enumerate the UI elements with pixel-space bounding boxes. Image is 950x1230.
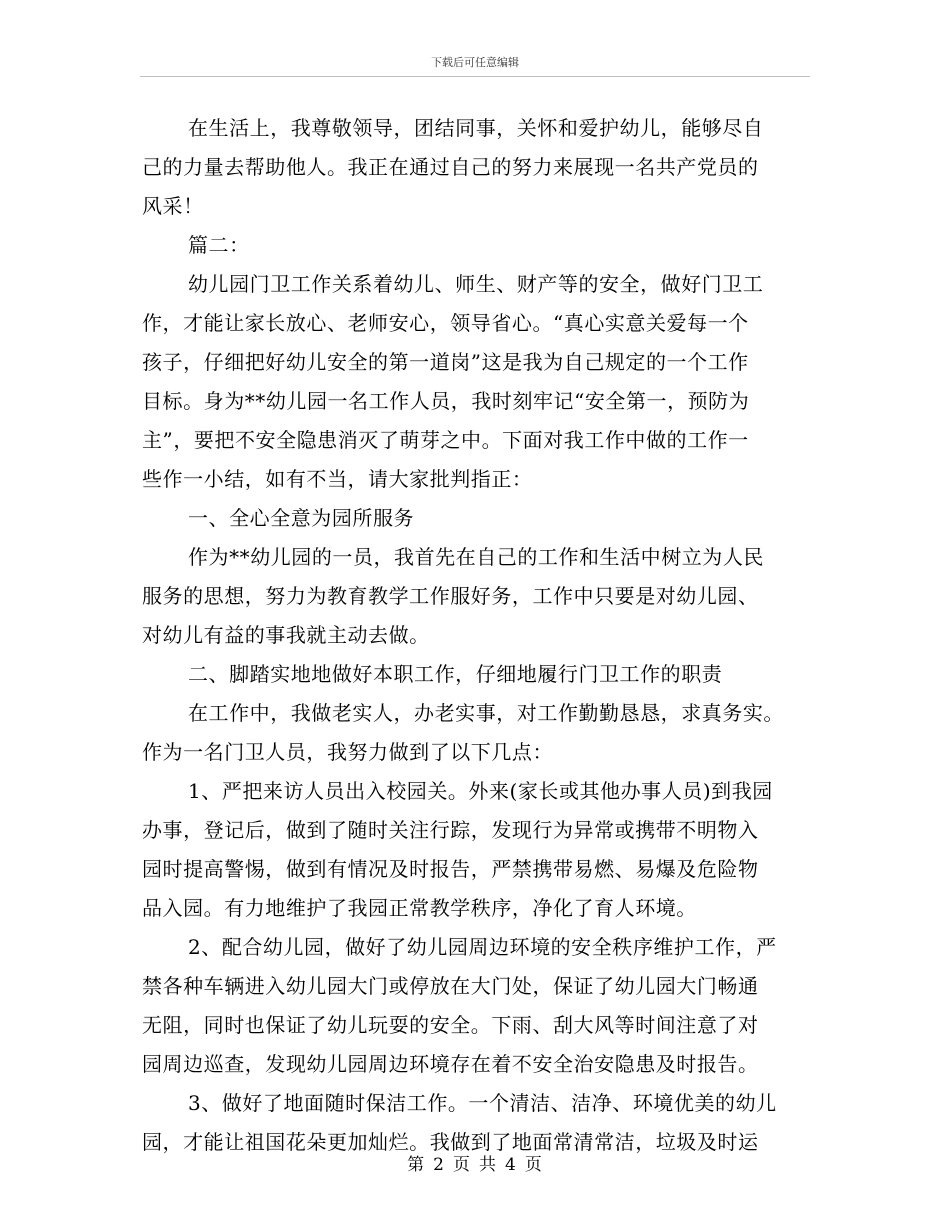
text-line: 二、脚踏实地地做好本职工作，仔细地履行门卫工作的职责 [188, 662, 723, 686]
text-line: 园，才能让祖国花朵更加灿烂。我做到了地面常清常洁，垃圾及时运 [142, 1130, 759, 1154]
text-line: 目标。身为**幼儿园一名工作人员，我时刻牢记“安全第一，预防为 [142, 389, 750, 413]
text-line: 禁各种车辆进入幼儿园大门或停放在大门处，保证了幼儿园大门畅通 [142, 974, 759, 998]
text-line: 篇二： [188, 233, 250, 257]
header-note: 下载后可任意编辑 [431, 56, 519, 69]
text-line: 1、严把来访人员出入校园关。外来(家长或其他办事人员)到我园 [188, 779, 773, 803]
text-line: 己的力量去帮助他人。我正在通过自己的努力来展现一名共产党员的 [142, 155, 759, 179]
header-divider [140, 76, 810, 77]
text-line: 作为**幼儿园的一员，我首先在自己的工作和生活中树立为人民 [188, 545, 764, 569]
document-body [142, 109, 798, 1162]
text-line: 风采！ [142, 194, 204, 218]
page-number-unit: 页 [453, 1155, 471, 1175]
page-number-suffix: 页 [524, 1155, 543, 1175]
text-line: 在工作中，我做老实人，办老实事，对工作勤勤恳恳，求真务实。 [188, 701, 784, 725]
page-number-total-label: 共 [479, 1155, 497, 1175]
text-line: 园时提高警惕，做到有情况及时报告，严禁携带易燃、易爆及危险物 [142, 857, 759, 881]
text-line: 一、全心全意为园所服务 [188, 506, 415, 530]
page-number [0, 1150, 950, 1175]
text-line: 3、做好了地面随时保洁工作。一个清洁、洁净、环境优美的幼儿 [188, 1091, 777, 1115]
text-line: 孩子，仔细把好幼儿安全的第一道岗”这是我为自己规定的一个工作 [142, 350, 749, 374]
text-line: 在生活上，我尊敬领导，团结同事，关怀和爱护幼儿，能够尽自 [188, 116, 764, 140]
text-line: 品入园。有力地维护了我园正常教学秩序，净化了育人环境。 [142, 896, 697, 920]
text-line: 对幼儿有益的事我就主动去做。 [142, 623, 430, 647]
text-line: 园周边巡查，发现幼儿园周边环境存在着不安全治安隐患及时报告。 [142, 1052, 759, 1076]
text-line: 作为一名门卫人员，我努力做到了以下几点： [142, 740, 553, 764]
text-line: 2、配合幼儿园，做好了幼儿园周边环境的安全秩序维护工作，严 [188, 935, 777, 959]
text-line: 作，才能让家长放心、老师安心，领导省心。“真心实意关爱每一个 [142, 311, 749, 335]
page-number-prefix: 第 [407, 1155, 426, 1175]
page-number-total: 4 [505, 1155, 517, 1175]
text-line: 服务的思想，努力为教育教学工作服好务，工作中只要是对幼儿园、 [142, 584, 759, 608]
text-line: 办事，登记后，做到了随时关注行踪，发现行为异常或携带不明物入 [142, 818, 759, 842]
text-line: 些作一小结，如有不当，请大家批判指正： [142, 467, 533, 491]
text-line: 主”，要把不安全隐患消灭了萌芽之中。下面对我工作中做的工作一 [142, 428, 749, 452]
page-number-current: 2 [433, 1155, 445, 1175]
text-line: 无阻，同时也保证了幼儿玩耍的安全。下雨、刮大风等时间注意了对 [142, 1013, 759, 1037]
text-line: 幼儿园门卫工作关系着幼儿、师生、财产等的安全，做好门卫工 [188, 272, 764, 296]
